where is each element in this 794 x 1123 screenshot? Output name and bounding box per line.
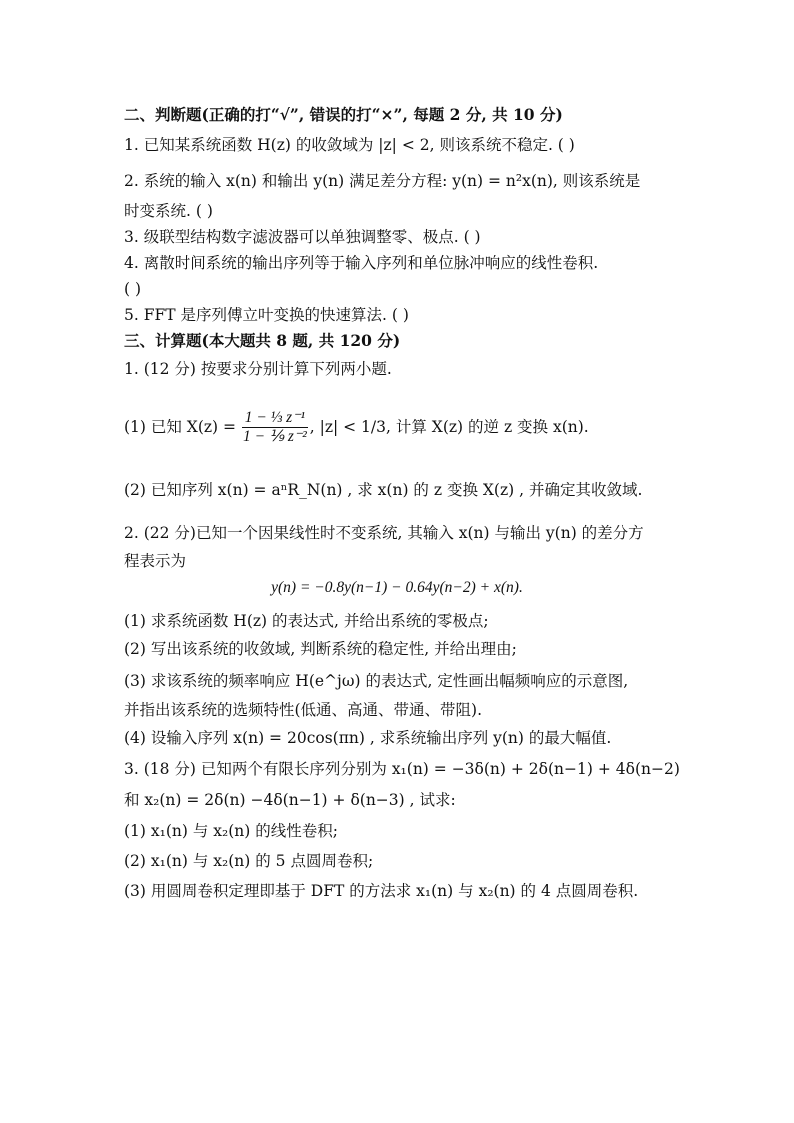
judge-q4-line1: 4. 离散时间系统的输出序列等于输入序列和单位脉冲响应的线性卷积. xyxy=(124,254,599,272)
p2-sub3-line1: (3) 求该系统的频率响应 H(e^jω) 的表达式, 定性画出幅频响应的示意图, xyxy=(124,672,629,690)
p3-sub3: (3) 用圆周卷积定理即基于 DFT 的方法求 x₁(n) 与 x₂(n) 的 4 点圆周卷积. xyxy=(124,882,639,900)
calc-heading: 三、计算题(本大题共 8 题, 共 120 分) xyxy=(124,331,401,350)
p1-roc: , |z| < 1/3 xyxy=(309,418,387,436)
p2-difference-equation: y(n) = −0.8y(n−1) − 0.64y(n−2) + x(n). xyxy=(271,579,523,596)
p1-fraction-numerator: 1 − ⅓ z⁻¹ xyxy=(242,409,308,428)
p2-sub3-line2: 并指出该系统的选频特性(低通、高通、带通、带阻). xyxy=(124,701,483,719)
p1-fraction-denominator: 1 − ⅑ z⁻² xyxy=(243,427,307,445)
judge-q2-line2: 时变系统. ( ) xyxy=(124,202,213,220)
p2-sub1: (1) 求系统函数 H(z) 的表达式, 并给出系统的零极点; xyxy=(124,612,489,630)
judge-q1: 1. 已知某系统函数 H(z) 的收敛域为 |z| < 2, 则该系统不稳定. ( ) xyxy=(124,136,575,154)
p1-intro: 1. (12 分) 按要求分别计算下列两小题. xyxy=(124,360,392,378)
p3-sub2: (2) x₁(n) 与 x₂(n) 的 5 点圆周卷积; xyxy=(124,852,374,870)
p1-part2: (2) 已知序列 x(n) = aⁿR_N(n) , 求 x(n) 的 z 变换 X(z) , 并确定其收敛域. xyxy=(124,481,643,499)
p2-sub4: (4) 设输入序列 x(n) = 20cos(πn) , 求系统输出序列 y(n) 的最大幅值. xyxy=(124,729,612,747)
p2-sub2: (2) 写出该系统的收敛域, 判断系统的稳定性, 并给出理由; xyxy=(124,640,517,658)
p1-part1-prefix: (1) 已知 X(z) = xyxy=(124,418,237,436)
p3-sub1: (1) x₁(n) 与 x₂(n) 的线性卷积; xyxy=(124,822,338,840)
judge-q4-line2: ( ) xyxy=(124,280,142,298)
p1-part1 xyxy=(124,392,589,462)
p2-intro-line1: 2. (22 分)已知一个因果线性时不变系统, 其输入 x(n) 与输出 y(n) 的差分方 xyxy=(124,524,644,542)
p1-fraction xyxy=(240,409,310,446)
p3-intro-line1: 3. (18 分) 已知两个有限长序列分别为 x₁(n) = −3δ(n) + 2δ(n−1) + 4δ(n−2) xyxy=(124,760,680,778)
p2-intro-line2: 程表示为 xyxy=(124,552,187,570)
judge-q3: 3. 级联型结构数字滤波器可以单独调整零、极点. ( ) xyxy=(124,228,481,246)
judge-q2-line1: 2. 系统的输入 x(n) 和输出 y(n) 满足差分方程: y(n) = n²x(n), 则该系统是 xyxy=(124,172,641,190)
judge-heading: 二、判断题(正确的打“√”, 错误的打“×”, 每题 2 分, 共 10 分) xyxy=(124,105,563,124)
p3-intro-line2: 和 x₂(n) = 2δ(n) −4δ(n−1) + δ(n−3) , 试求: xyxy=(124,791,456,809)
judge-q5: 5. FFT 是序列傅立叶变换的快速算法. ( ) xyxy=(124,306,409,324)
p1-part1-suffix: , 计算 X(z) 的逆 z 变换 x(n). xyxy=(386,418,589,436)
